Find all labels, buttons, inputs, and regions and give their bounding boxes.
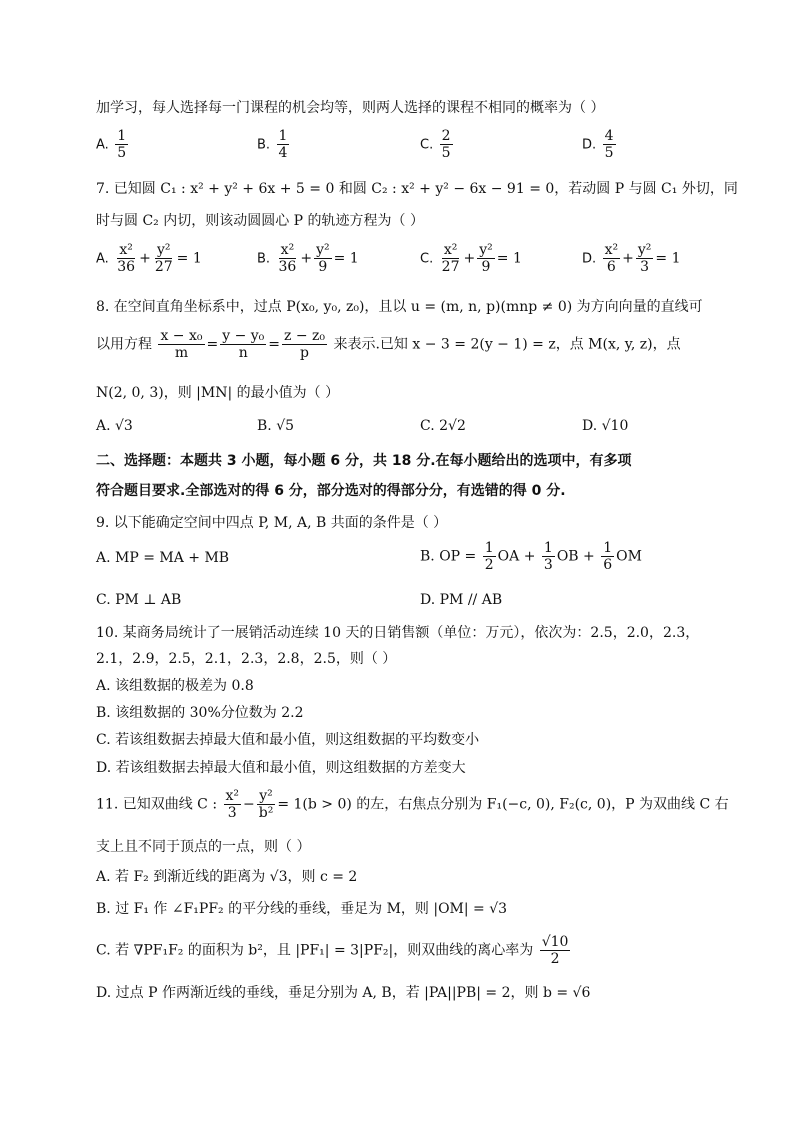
fraction [224, 788, 242, 821]
denominator: 5 [604, 145, 614, 161]
q11-stem-line1: 11. 已知双曲线 C : $\frac{\text{x²}}{3}$ − $\frac{\text{y²}}{\text{b²}}$ = 1(b > 0) 的左，右焦点分别为 F₁(−c, 0), F₂(c, 0)，P 为双曲线 C 右 [96, 788, 729, 821]
equation-rhs: = 1 [333, 250, 359, 267]
fraction [440, 242, 462, 275]
numerator: √10 [541, 934, 569, 950]
option-label: D. [582, 251, 597, 267]
numerator: x² [604, 242, 619, 258]
equation-rhs: = 1 [655, 250, 681, 267]
numerator: x² [225, 788, 240, 804]
q9-stem: 9. 以下能确定空间中四点 P, M, A, B 共面的条件是（ ） [96, 515, 448, 531]
numerator: 1 [278, 128, 288, 144]
q7-option-a: A. $\frac{\text{x²}}{36}$ + $\frac{\text{y²}}{27}$ = 1 [96, 242, 202, 275]
q11-text: 11. 已知双曲线 C : [96, 796, 218, 813]
denominator: 9 [481, 259, 491, 275]
q8-stem-line1: 8. 在空间直角坐标系中，过点 P(x₀, y₀, z₀)，且以 u = (m, n, p)(mnp ≠ 0) 为方向向量的直线可 [96, 299, 703, 315]
q11-option-d: D. 过点 P 作两渐近线的垂线，垂足分别为 A, B，若 |PA||PB| = 2，则 b = √6 [96, 985, 591, 1001]
fraction [603, 128, 616, 161]
q7-option-c: C. $\frac{\text{x²}}{27}$ + $\frac{\text{y²}}{9}$ = 1 [420, 242, 522, 275]
q11-text: = 1(b > 0) 的左，右焦点分别为 F₁(−c, 0), F₂(c, 0)，P 为双曲线 C 右 [277, 796, 729, 813]
equation-rhs: = 1 [176, 250, 202, 267]
fraction [158, 328, 204, 361]
fraction [277, 128, 290, 161]
q8-option-b: B. √5 [257, 418, 295, 434]
denominator: 6 [603, 557, 613, 573]
denominator: p [300, 345, 310, 361]
fraction [601, 540, 614, 573]
option-label: C. [420, 251, 434, 267]
q8-stem-line2: 以用方程 $\frac{\text{x − x₀}}{m}$ = $\frac{\text{y − y₀}}{n}$ = $\frac{\text{z − z₀}}{p}$ 来表示.已知 x − 3 = 2(y − 1) = z，点 M(x, y, z)，点 [96, 328, 681, 361]
option-label: B. [257, 137, 271, 153]
numerator: y² [479, 242, 493, 258]
numerator: x − x₀ [160, 328, 203, 344]
numerator: y² [316, 242, 330, 258]
numerator: y² [637, 242, 652, 258]
numerator: 1 [543, 540, 553, 556]
q7-option-d: D. $\frac{\text{x²}}{6}$ + $\frac{\text{y²}}{3}$ = 1 [582, 242, 681, 275]
denominator: b² [258, 805, 274, 821]
numerator: y² [259, 788, 273, 804]
vector-term: OB + [556, 548, 595, 565]
vector-term: OM [616, 548, 642, 565]
numerator: 1 [603, 540, 613, 556]
fraction [603, 242, 621, 275]
numerator: z − z₀ [284, 328, 326, 344]
denominator: 9 [318, 259, 328, 275]
option-label: D. [582, 137, 597, 153]
q11-c-text: C. 若 ∇PF₁F₂ 的面积为 b²，且 |PF₁| = 3|PF₂|，则双曲线的离心率为 [96, 942, 534, 959]
q8-option-a: A. √3 [96, 418, 133, 434]
numerator: 4 [604, 128, 614, 144]
numerator: x² [443, 242, 458, 258]
numerator: x² [280, 242, 295, 258]
denominator: 2 [484, 557, 494, 573]
q10-stem-line1: 10. 某商务局统计了一展销活动连续 10 天的日销售额（单位：万元），依次为：2.5，2.0，2.3， [96, 625, 700, 641]
fraction [277, 242, 299, 275]
denominator: 36 [278, 259, 297, 275]
numerator: 2 [441, 128, 451, 144]
option-label: C. [420, 137, 434, 153]
fraction [540, 934, 571, 967]
option-label: A. [96, 251, 109, 267]
q8-stem-line3: N(2, 0, 3)，则 |MN| 的最小值为（ ） [96, 385, 340, 401]
denominator: n [238, 345, 248, 361]
q10-stem-line2: 2.1，2.9，2.5，2.1，2.3，2.8，2.5，则（ ） [96, 651, 397, 667]
q10-option-b: B. 该组数据的 30%分位数为 2.2 [96, 705, 304, 721]
option-label: A. [96, 137, 109, 153]
equation-rhs: = 1 [496, 250, 522, 267]
denominator: 6 [606, 259, 616, 275]
denominator: 4 [278, 145, 288, 161]
q10-option-a: A. 该组数据的极差为 0.8 [96, 678, 254, 694]
fraction [440, 128, 453, 161]
denominator: 5 [117, 145, 127, 161]
numerator: x² [119, 242, 133, 258]
fraction [282, 328, 327, 361]
denominator: 3 [227, 805, 237, 821]
q11-option-a: A. 若 F₂ 到渐近线的距离为 √3，则 c = 2 [96, 869, 358, 885]
q9-option-c: C. PM ⊥ AB [96, 592, 182, 608]
denominator: 5 [441, 145, 451, 161]
option-label: B. [257, 251, 271, 267]
q7-stem-line2: 时与圆 C₂ 内切，则该动圆圆心 P 的轨迹方程为（ ） [96, 213, 424, 229]
q11-stem-line2: 支上且不同于顶点的一点，则（ ） [96, 839, 311, 855]
fraction [257, 788, 276, 821]
fraction [483, 540, 496, 573]
fraction [314, 242, 332, 275]
q8-option-c: C. 2√2 [420, 418, 466, 434]
q9-option-b [420, 540, 642, 573]
fraction [153, 242, 175, 275]
section2-title-line1: 二、选择题：本题共 3 小题，每小题 6 分，共 18 分.在每小题给出的选项中，有多项 [96, 453, 632, 469]
q6-stem-tail: 加学习，每人选择每一门课程的机会均等，则两人选择的课程不相同的概率为（ ） [96, 100, 605, 116]
denominator: 27 [154, 259, 173, 275]
denominator: 36 [117, 259, 136, 275]
q8-text: 来表示.已知 x − 3 = 2(y − 1) = z，点 M(x, y, z)，点 [333, 336, 681, 353]
q8-option-d: D. √10 [582, 418, 629, 434]
numerator: 1 [484, 540, 494, 556]
vector-term: OA + [497, 548, 536, 565]
denominator: 27 [441, 259, 460, 275]
section2-title-line2: 符合题目要求.全部选对的得 6 分，部分选对的得部分分，有选错的得 0 分. [96, 483, 566, 499]
fraction [115, 128, 128, 161]
q9-option-d: D. PM // AB [420, 592, 503, 608]
q7-option-b: B. $\frac{\text{x²}}{36}$ + $\frac{\text{y²}}{9}$ = 1 [257, 242, 359, 275]
q10-option-d: D. 若该组数据去掉最大值和最小值，则这组数据的方差变大 [96, 760, 466, 776]
q7-stem-line1: 7. 已知圆 C₁ : x² + y² + 6x + 5 = 0 和圆 C₂ : x² + y² − 6x − 91 = 0，若动圆 P 与圆 C₁ 外切，同 [96, 181, 738, 197]
denominator: 3 [640, 259, 650, 275]
fraction [542, 540, 555, 573]
fraction [220, 328, 266, 361]
q9-b-lhs: B. OP = [420, 548, 477, 565]
fraction [636, 242, 654, 275]
q8-text: 以用方程 [96, 336, 152, 353]
q9-option-a: A. MP = MA + MB [96, 550, 230, 566]
denominator: m [174, 345, 189, 361]
numerator: y − y₀ [222, 328, 265, 344]
numerator: y² [156, 242, 171, 258]
q6-option-c [420, 128, 455, 161]
q6-option-d [582, 128, 618, 161]
q6-option-b [257, 128, 291, 161]
denominator: 2 [550, 951, 560, 967]
fraction [477, 242, 495, 275]
denominator: 3 [543, 557, 553, 573]
q11-option-c [96, 934, 572, 967]
q11-option-b: B. 过 F₁ 作 ∠F₁PF₂ 的平分线的垂线，垂足为 M，则 |OM| = √3 [96, 901, 508, 917]
fraction [115, 242, 137, 275]
q6-option-a [96, 128, 130, 161]
numerator: 1 [117, 128, 127, 144]
q10-option-c: C. 若该组数据去掉最大值和最小值，则这组数据的平均数变小 [96, 732, 480, 748]
